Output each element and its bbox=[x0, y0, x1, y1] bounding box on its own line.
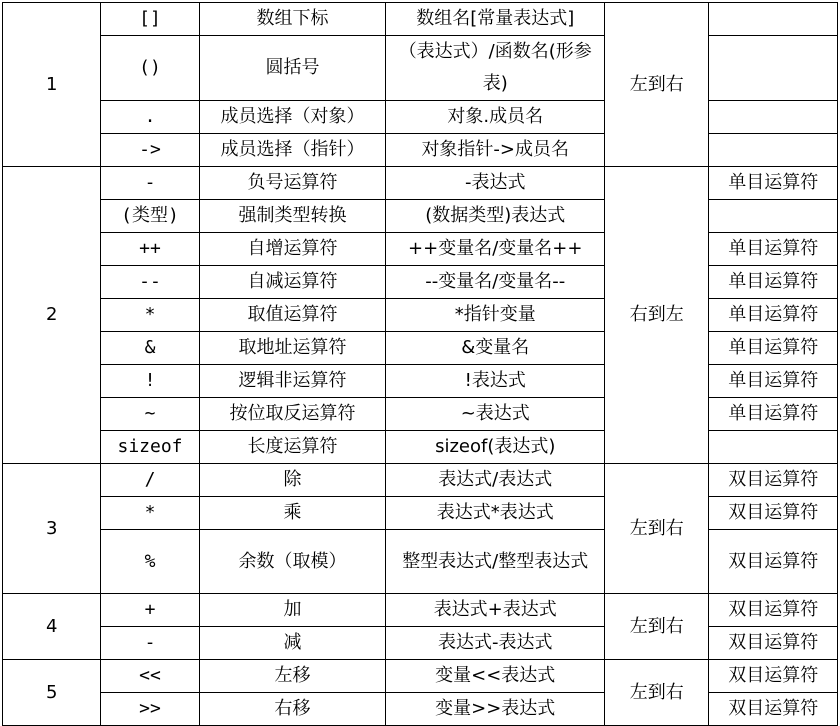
table-row bbox=[3, 594, 838, 627]
usage-form-cell: 整型表达式/整型表达式 bbox=[386, 530, 605, 594]
table-row bbox=[3, 3, 838, 36]
precedence-level-cell: 5 bbox=[3, 660, 101, 726]
operator-name-cell: 成员选择（对象） bbox=[199, 101, 386, 134]
usage-form-cell: 表达式/表达式 bbox=[386, 464, 605, 497]
operator-name-cell: 右移 bbox=[199, 693, 386, 726]
operator-name-cell: 长度运算符 bbox=[199, 431, 386, 464]
operator-cell: . bbox=[101, 101, 199, 134]
operator-name-cell: 加 bbox=[199, 594, 386, 627]
operator-name-cell: 自增运算符 bbox=[199, 233, 386, 266]
operand-type-cell: 双目运算符 bbox=[709, 627, 838, 660]
operator-cell: & bbox=[101, 332, 199, 365]
operator-name-cell: 取地址运算符 bbox=[199, 332, 386, 365]
operand-type-cell: 单目运算符 bbox=[709, 332, 838, 365]
usage-form-cell: !表达式 bbox=[386, 365, 605, 398]
operand-type-cell bbox=[709, 431, 838, 464]
usage-form-cell: 表达式+表达式 bbox=[386, 594, 605, 627]
operator-cell: * bbox=[101, 299, 199, 332]
table-body bbox=[3, 3, 838, 726]
usage-form-cell: 对象指针->成员名 bbox=[386, 134, 605, 167]
associativity-cell: 左到右 bbox=[605, 3, 709, 167]
operator-name-cell: 强制类型转换 bbox=[199, 200, 386, 233]
operator-cell: -> bbox=[101, 134, 199, 167]
operand-type-cell bbox=[709, 101, 838, 134]
operand-type-cell bbox=[709, 36, 838, 101]
operator-cell: % bbox=[101, 530, 199, 594]
associativity-cell: 左到右 bbox=[605, 660, 709, 726]
operator-cell: ! bbox=[101, 365, 199, 398]
table-row bbox=[3, 101, 838, 134]
usage-form-cell: 表达式-表达式 bbox=[386, 627, 605, 660]
usage-form-cell: &变量名 bbox=[386, 332, 605, 365]
table-row bbox=[3, 167, 838, 200]
operator-name-cell: 取值运算符 bbox=[199, 299, 386, 332]
operand-type-cell: 双目运算符 bbox=[709, 594, 838, 627]
associativity-cell: 左到右 bbox=[605, 594, 709, 660]
table-row bbox=[3, 464, 838, 497]
operator-name-cell: 成员选择（指针） bbox=[199, 134, 386, 167]
operand-type-cell: 单目运算符 bbox=[709, 398, 838, 431]
operator-cell: (类型) bbox=[101, 200, 199, 233]
operand-type-cell: 单目运算符 bbox=[709, 299, 838, 332]
operand-type-cell: 双目运算符 bbox=[709, 464, 838, 497]
operator-cell: >> bbox=[101, 693, 199, 726]
table-row bbox=[3, 431, 838, 464]
operand-type-cell: 单目运算符 bbox=[709, 266, 838, 299]
table-row bbox=[3, 530, 838, 594]
table-row bbox=[3, 693, 838, 726]
operator-cell: sizeof bbox=[101, 431, 199, 464]
operator-precedence-table bbox=[2, 2, 838, 726]
operand-type-cell: 双目运算符 bbox=[709, 660, 838, 693]
operator-name-cell: 乘 bbox=[199, 497, 386, 530]
operator-cell: + bbox=[101, 594, 199, 627]
operator-name-cell: 左移 bbox=[199, 660, 386, 693]
operator-name-cell: 自减运算符 bbox=[199, 266, 386, 299]
usage-form-cell: sizeof(表达式) bbox=[386, 431, 605, 464]
table-row bbox=[3, 627, 838, 660]
table-row bbox=[3, 299, 838, 332]
precedence-level-cell: 1 bbox=[3, 3, 101, 167]
operand-type-cell: 单目运算符 bbox=[709, 233, 838, 266]
operator-cell: << bbox=[101, 660, 199, 693]
table-row bbox=[3, 266, 838, 299]
usage-form-cell: ~表达式 bbox=[386, 398, 605, 431]
associativity-cell: 左到右 bbox=[605, 464, 709, 594]
operand-type-cell bbox=[709, 134, 838, 167]
table-row bbox=[3, 332, 838, 365]
usage-form-cell: 数组名[常量表达式] bbox=[386, 3, 605, 36]
table-row bbox=[3, 497, 838, 530]
operator-cell: * bbox=[101, 497, 199, 530]
usage-form-cell: 变量<<表达式 bbox=[386, 660, 605, 693]
operator-name-cell: 圆括号 bbox=[199, 36, 386, 101]
operand-type-cell bbox=[709, 3, 838, 36]
operator-cell: - bbox=[101, 167, 199, 200]
operator-cell: / bbox=[101, 464, 199, 497]
usage-form-cell: 变量>>表达式 bbox=[386, 693, 605, 726]
operator-cell: [] bbox=[101, 3, 199, 36]
table-row bbox=[3, 233, 838, 266]
usage-form-cell: （表达式）/函数名(形参表) bbox=[386, 36, 605, 101]
operand-type-cell: 双目运算符 bbox=[709, 497, 838, 530]
operand-type-cell: 双目运算符 bbox=[709, 693, 838, 726]
usage-form-cell: --变量名/变量名-- bbox=[386, 266, 605, 299]
table-row bbox=[3, 365, 838, 398]
usage-form-cell: ++变量名/变量名++ bbox=[386, 233, 605, 266]
table-row bbox=[3, 398, 838, 431]
operand-type-cell: 单目运算符 bbox=[709, 167, 838, 200]
operator-cell: ~ bbox=[101, 398, 199, 431]
usage-form-cell: -表达式 bbox=[386, 167, 605, 200]
usage-form-cell: 对象.成员名 bbox=[386, 101, 605, 134]
operator-name-cell: 负号运算符 bbox=[199, 167, 386, 200]
operator-name-cell: 减 bbox=[199, 627, 386, 660]
usage-form-cell: *指针变量 bbox=[386, 299, 605, 332]
operator-cell: - bbox=[101, 627, 199, 660]
precedence-level-cell: 4 bbox=[3, 594, 101, 660]
operator-name-cell: 除 bbox=[199, 464, 386, 497]
operator-name-cell: 逻辑非运算符 bbox=[199, 365, 386, 398]
usage-form-cell: 表达式*表达式 bbox=[386, 497, 605, 530]
operator-cell: ++ bbox=[101, 233, 199, 266]
operator-name-cell: 按位取反运算符 bbox=[199, 398, 386, 431]
operator-cell: -- bbox=[101, 266, 199, 299]
operand-type-cell: 双目运算符 bbox=[709, 530, 838, 594]
operand-type-cell: 单目运算符 bbox=[709, 365, 838, 398]
operator-name-cell: 余数（取模） bbox=[199, 530, 386, 594]
operand-type-cell bbox=[709, 200, 838, 233]
table-row bbox=[3, 200, 838, 233]
table-row bbox=[3, 134, 838, 167]
precedence-level-cell: 2 bbox=[3, 167, 101, 464]
usage-form-cell: (数据类型)表达式 bbox=[386, 200, 605, 233]
table-row bbox=[3, 660, 838, 693]
precedence-level-cell: 3 bbox=[3, 464, 101, 594]
associativity-cell: 右到左 bbox=[605, 167, 709, 464]
operator-name-cell: 数组下标 bbox=[199, 3, 386, 36]
operator-cell: () bbox=[101, 36, 199, 101]
table-row bbox=[3, 36, 838, 101]
